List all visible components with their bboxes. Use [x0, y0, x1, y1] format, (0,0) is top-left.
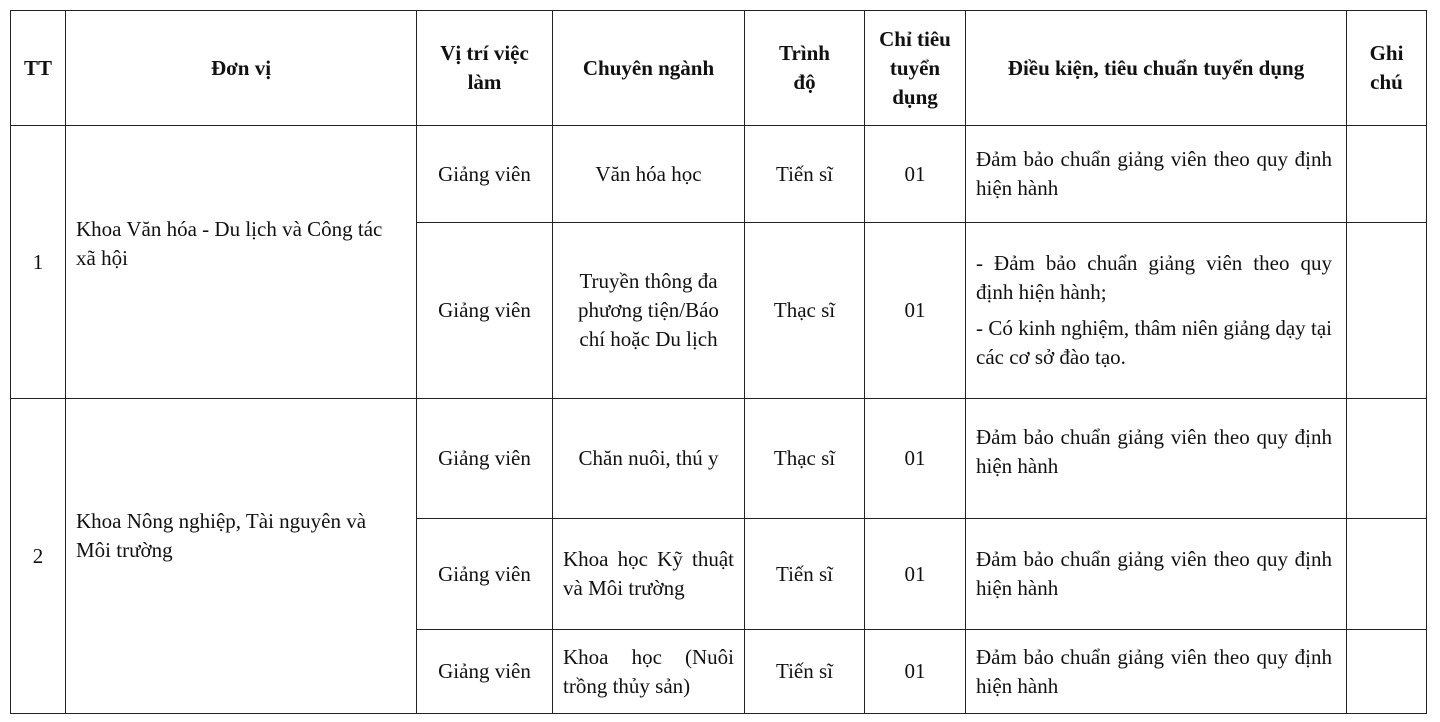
cell-chuyen-nganh	[553, 630, 745, 714]
cell-chi-tieu: 01	[865, 630, 966, 714]
header-trinh-do: Trình độ	[745, 11, 865, 126]
chuyen-nganh-text: Khoa học Kỹ thuật và Môi trường	[563, 547, 734, 600]
cell-vi-tri: Giảng viên	[417, 630, 553, 714]
header-dieu-kien: Điều kiện, tiêu chuẩn tuyển dụng	[966, 11, 1347, 126]
cell-chuyen-nganh: Truyền thông đa phương tiện/Báo chí hoặc Du lịch	[553, 223, 745, 399]
cell-ghi-chu	[1347, 399, 1427, 519]
cell-dieu-kien	[966, 399, 1347, 519]
cell-tt: 1	[11, 126, 66, 399]
header-row	[11, 11, 1427, 126]
don-vi-text: Khoa Văn hóa - Du lịch và Công tác xã hội	[76, 217, 383, 270]
cell-chi-tieu: 01	[865, 519, 966, 630]
cell-chi-tieu: 01	[865, 223, 966, 399]
dieu-kien-line: Đảm bảo chuẩn giảng viên theo quy định hiện hành	[976, 547, 1332, 600]
cell-chi-tieu: 01	[865, 126, 966, 223]
cell-dieu-kien	[966, 519, 1347, 630]
cell-trinh-do: Tiến sĩ	[745, 519, 865, 630]
dieu-kien-line: Đảm bảo chuẩn giảng viên theo quy định hiện hành	[976, 644, 1332, 698]
don-vi-text: Khoa Nông nghiệp, Tài nguyên và Môi trường	[76, 509, 367, 562]
cell-chuyen-nganh: Chăn nuôi, thú y	[553, 399, 745, 519]
header-ghi-chu: Ghi chú	[1347, 11, 1427, 126]
cell-dieu-kien	[966, 126, 1347, 223]
cell-ghi-chu	[1347, 519, 1427, 630]
header-chuyen-nganh: Chuyên ngành	[553, 11, 745, 126]
cell-vi-tri: Giảng viên	[417, 223, 553, 399]
header-chi-tieu: Chỉ tiêu tuyển dụng	[865, 11, 966, 126]
cell-tt: 2	[11, 399, 66, 714]
cell-vi-tri: Giảng viên	[417, 519, 553, 630]
table-row	[11, 399, 1427, 519]
cell-dieu-kien	[966, 223, 1347, 399]
cell-don-vi	[66, 399, 417, 714]
table-row	[11, 126, 1427, 223]
recruitment-table	[10, 10, 1427, 714]
cell-chuyen-nganh: Văn hóa học	[553, 126, 745, 223]
cell-vi-tri: Giảng viên	[417, 126, 553, 223]
cell-dieu-kien	[966, 630, 1347, 714]
cell-vi-tri: Giảng viên	[417, 399, 553, 519]
dieu-kien-line: Đảm bảo chuẩn giảng viên theo quy định hiện hành	[976, 147, 1332, 200]
dieu-kien-line: Đảm bảo chuẩn giảng viên theo quy định hiện hành	[976, 424, 1332, 478]
cell-trinh-do: Tiến sĩ	[745, 126, 865, 223]
cell-chi-tieu: 01	[865, 399, 966, 519]
cell-don-vi	[66, 126, 417, 399]
cell-chuyen-nganh	[553, 519, 745, 630]
recruitment-table-container	[10, 10, 1427, 714]
cell-trinh-do: Thạc sĩ	[745, 399, 865, 519]
dieu-kien-line: - Đảm bảo chuẩn giảng viên theo quy định hiện hành;	[976, 251, 1332, 304]
cell-ghi-chu	[1347, 223, 1427, 399]
chuyen-nganh-text: Khoa học (Nuôi trồng thủy sản)	[563, 644, 734, 698]
dieu-kien-line: - Có kinh nghiệm, thâm niên giảng dạy tại các cơ sở đào tạo.	[976, 316, 1332, 369]
cell-ghi-chu	[1347, 126, 1427, 223]
cell-ghi-chu	[1347, 630, 1427, 714]
header-vi-tri: Vị trí việc làm	[417, 11, 553, 126]
cell-trinh-do: Thạc sĩ	[745, 223, 865, 399]
header-tt: TT	[11, 11, 66, 126]
header-don-vi: Đơn vị	[66, 11, 417, 126]
cell-trinh-do: Tiến sĩ	[745, 630, 865, 714]
